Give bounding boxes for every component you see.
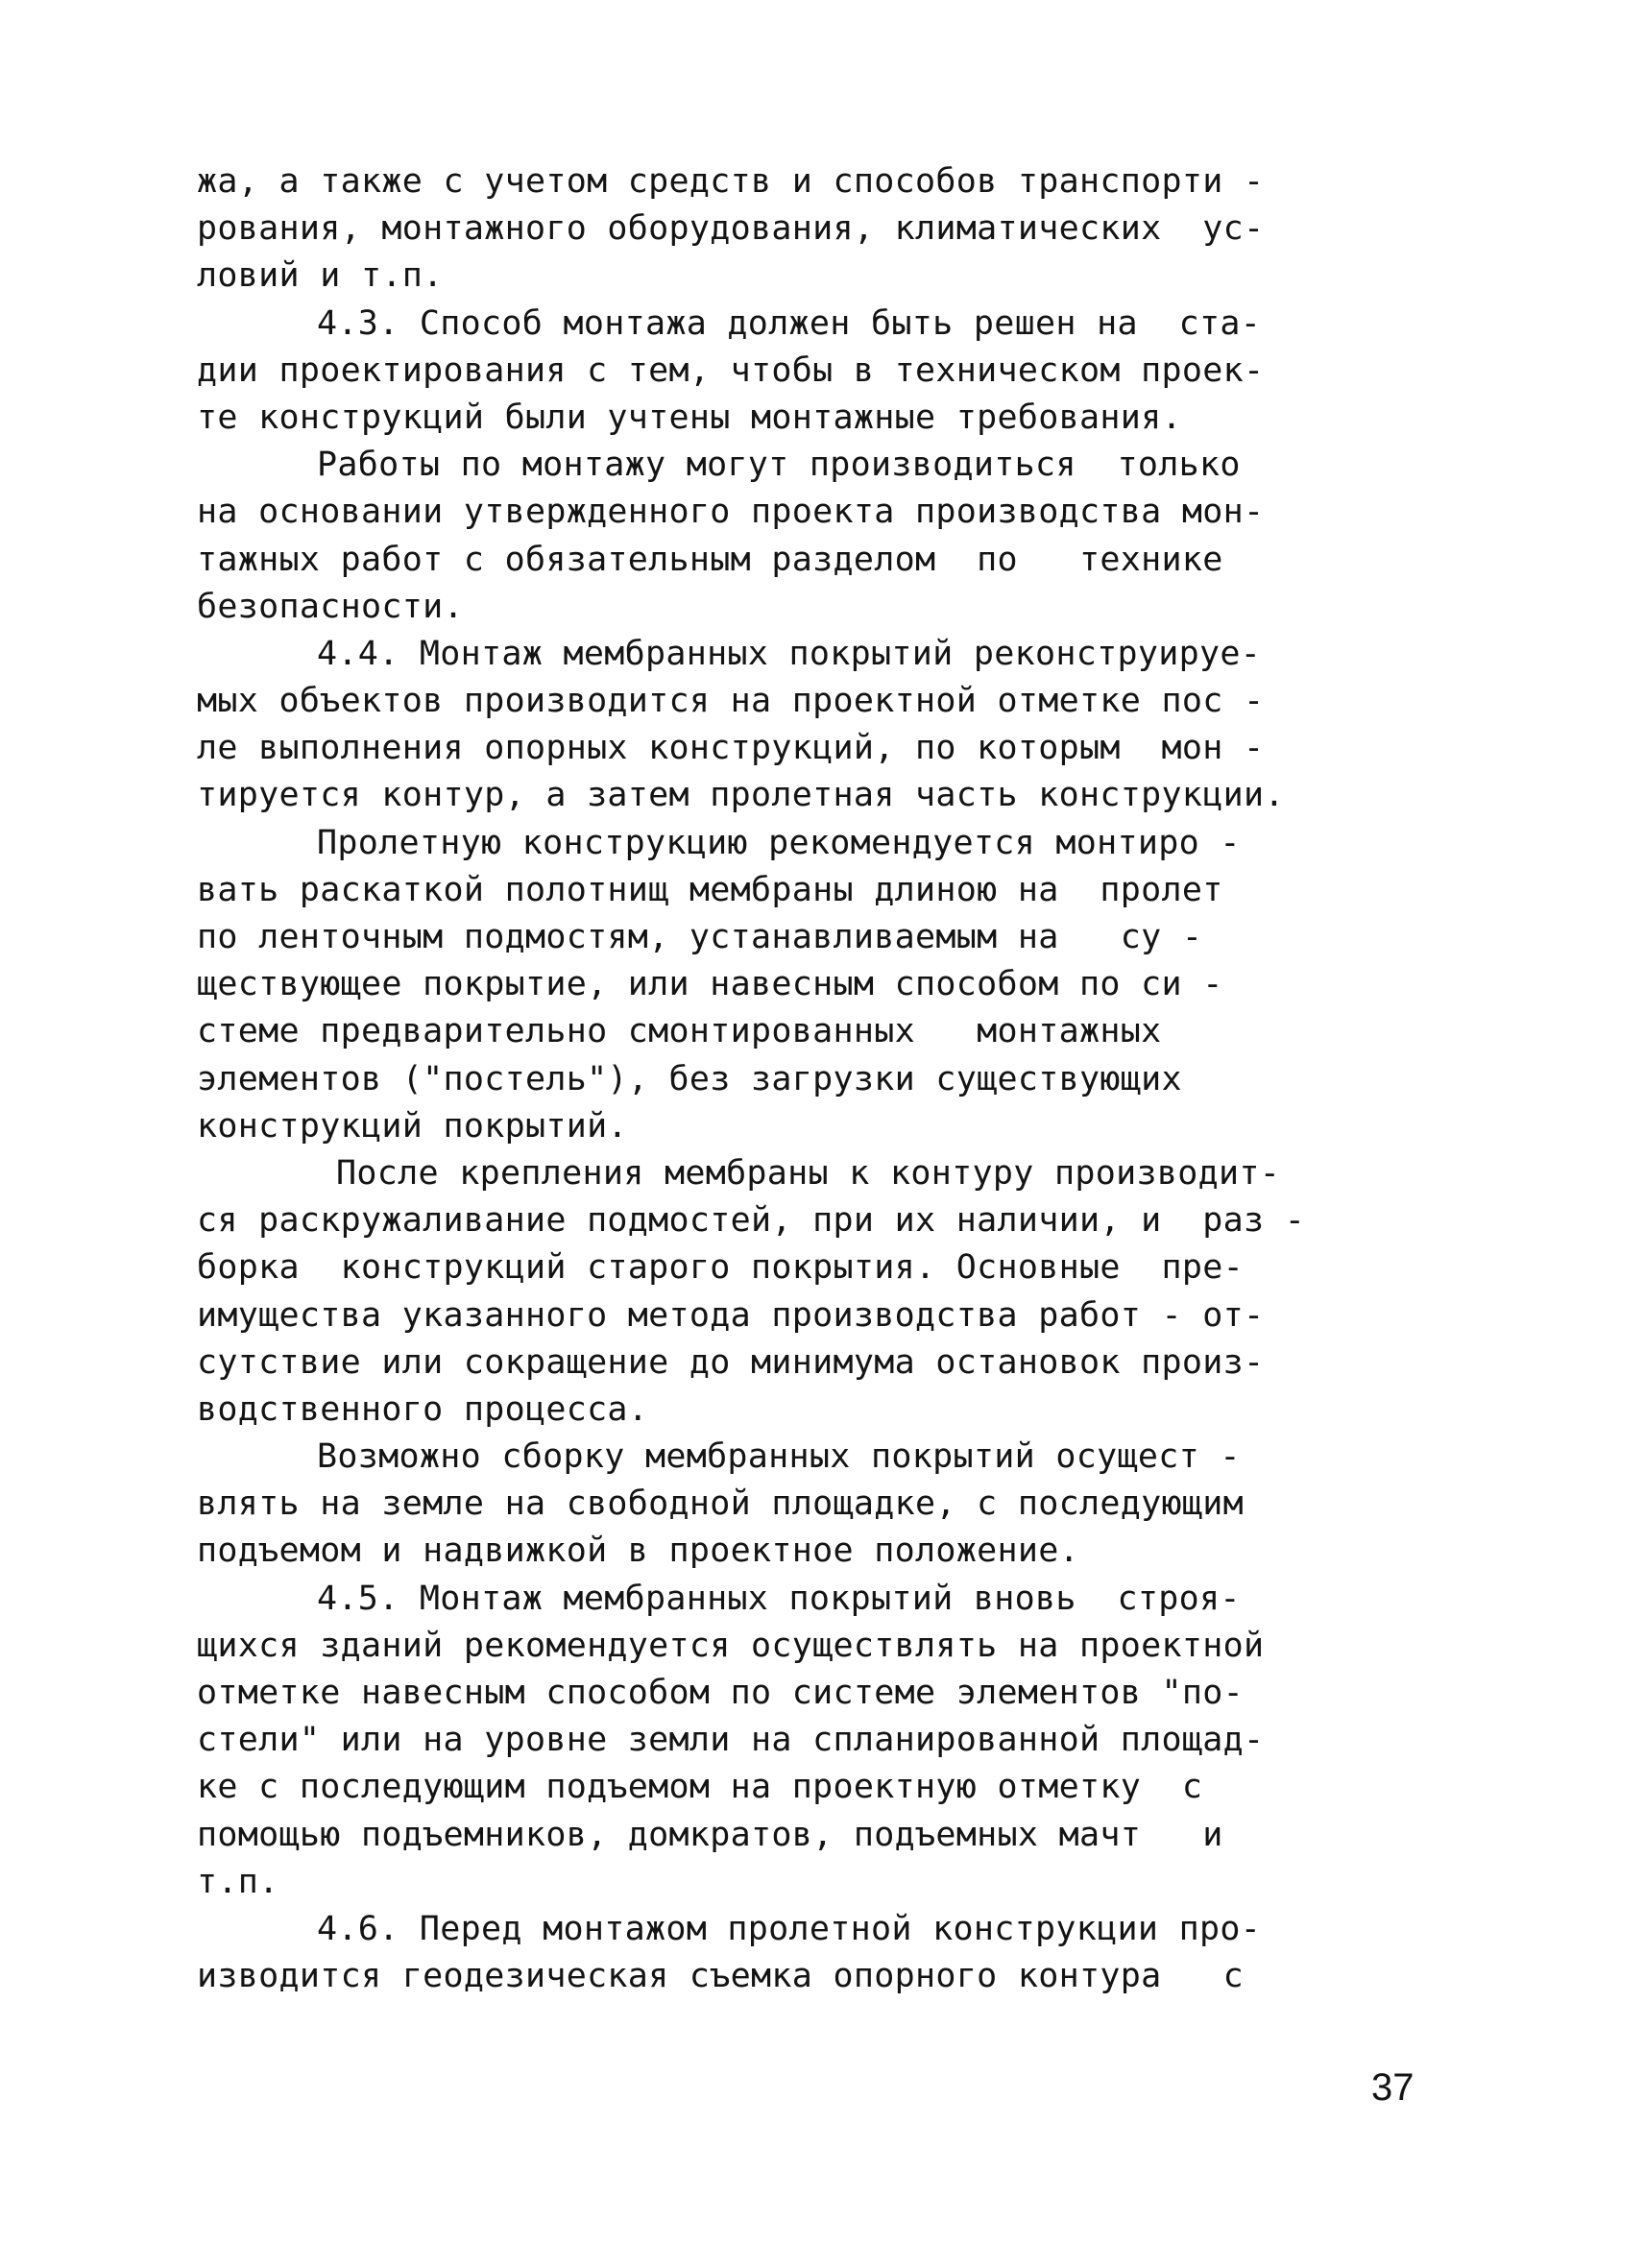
text-line: ле выполнения опорных конструкций, по которым мон - [197, 729, 1265, 768]
text-line: ке с последующим подъемом на проектную отметку с [197, 1768, 1203, 1807]
text-line: жа, а также с учетом средств и способов транспорти - [197, 162, 1265, 201]
section-heading-line: 4.5. Монтаж мембранных покрытий вновь строя- [317, 1579, 1241, 1618]
text-line: безопасности. [197, 587, 464, 626]
text-line: мых объектов производится на проектной отметке пос - [197, 682, 1265, 721]
text-line: дии проектирования с тем, чтобы в техническом проек- [197, 350, 1265, 390]
section-heading-line: 4.3. Способ монтажа должен быть решен на ста- [317, 303, 1262, 343]
text-line: тажных работ с обязательным разделом по технике [197, 540, 1223, 579]
text-line: т.п. [197, 1862, 279, 1901]
page-number: 37 [1371, 2066, 1414, 2109]
text-line: элементов ("постель"), без загрузки существующих [197, 1059, 1182, 1098]
text-line: конструкций покрытий. [197, 1106, 628, 1146]
text-line: Работы по монтажу могут производиться только [317, 446, 1241, 485]
text-line: отметке навесным способом по системе элементов "по- [197, 1674, 1244, 1712]
text-line: борка конструкций старого покрытия. Основные пре- [197, 1248, 1244, 1288]
text-line: на основании утвержденного проекта производства мон- [197, 493, 1265, 532]
section-heading-line: 4.4. Монтаж мембранных покрытий реконструируе- [317, 634, 1262, 673]
text-line: стели" или на уровне земли на спланированной площад- [197, 1721, 1265, 1760]
section-heading-line: 4.6. Перед монтажом пролетной конструкции про- [317, 1909, 1262, 1948]
text-line: щихся зданий рекомендуется осуществлять на проектной [197, 1626, 1265, 1665]
text-line: те конструкций были учтены монтажные требования. [197, 398, 1182, 437]
text-line: стеме предварительно смонтированных монтажных [197, 1012, 1162, 1051]
text-line: рования, монтажного оборудования, климатических ус- [197, 209, 1265, 249]
text-line: вать раскаткой полотнищ мембраны длиною на пролет [197, 870, 1223, 909]
text-line: подъемом и надвижкой в проектное положение. [197, 1532, 1079, 1571]
text-line: изводится геодезическая съемка опорного контура с [197, 1957, 1244, 1996]
text-line: имущества указанного метода производства работ - от- [197, 1295, 1265, 1335]
body-text [197, 158, 1445, 2000]
text-line: водственного процесса. [197, 1389, 649, 1429]
text-line: тируется контур, а затем пролетная часть конструкции. [197, 776, 1285, 815]
text-line: ловий и т.п. [197, 256, 444, 296]
text-line: по ленточным подмостям, устанавливаемым на су - [197, 918, 1203, 956]
text-line: Пролетную конструкцию рекомендуется монтиро - [317, 823, 1241, 862]
text-line: влять на земле на свободной площадке, с последующим [197, 1484, 1244, 1524]
text-line: После крепления мембраны к контуру производит- [336, 1153, 1281, 1193]
text-line: сутствие или сокращение до минимума остановок произ- [197, 1342, 1265, 1382]
text-line: ществующее покрытие, или навесным способом по си - [197, 965, 1223, 1004]
text-line: ся раскружаливание подмостей, при их наличии, и раз - [197, 1201, 1306, 1241]
text-line: помощью подъемников, домкратов, подъемных мачт и [197, 1815, 1223, 1854]
text-line: Возможно сборку мембранных покрытий осущест - [317, 1437, 1241, 1477]
